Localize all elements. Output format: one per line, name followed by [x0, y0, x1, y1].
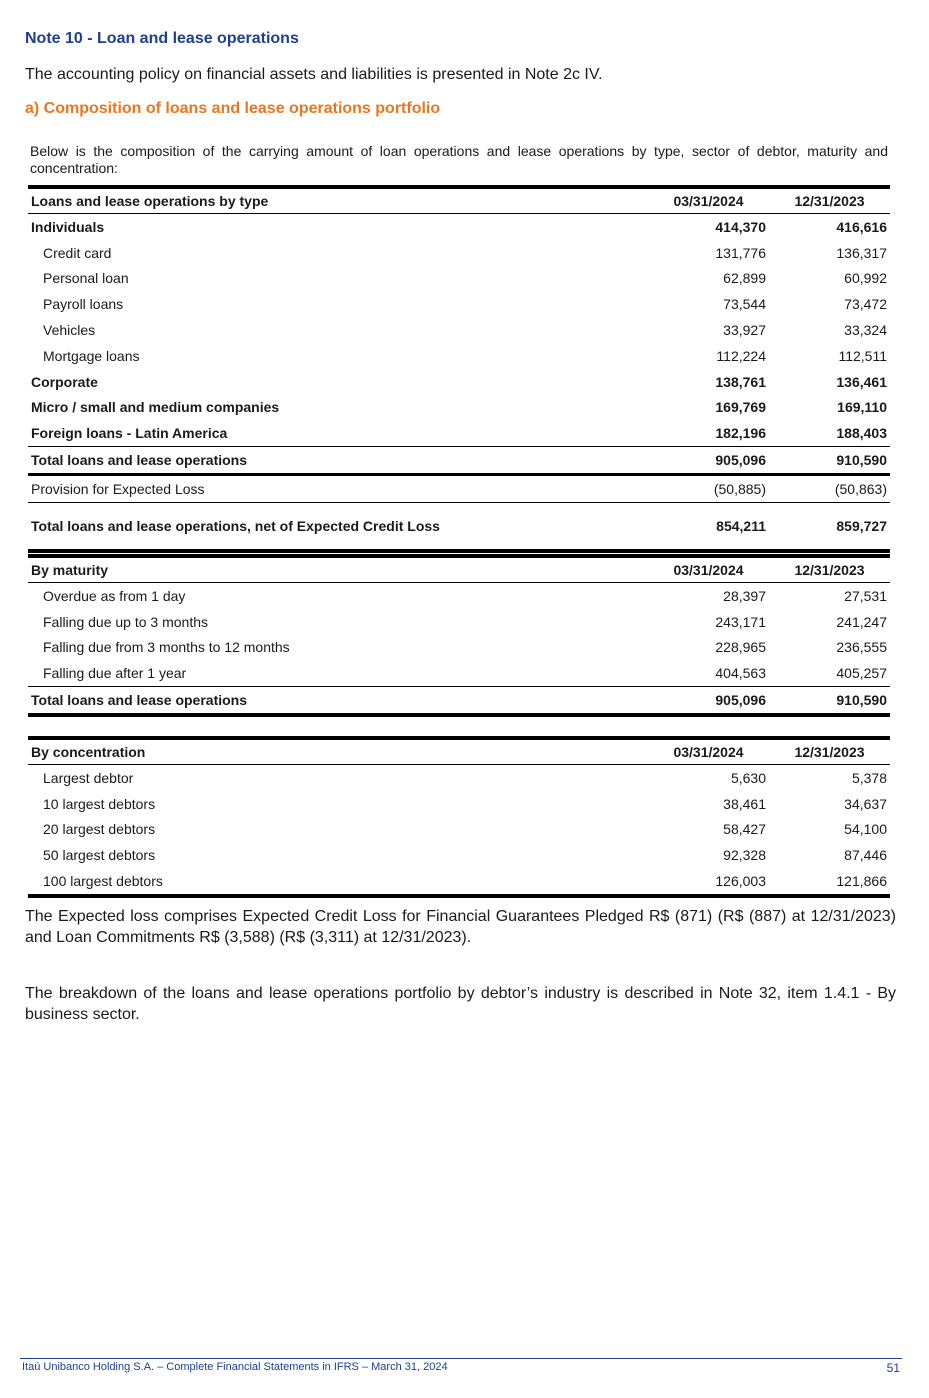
table-row — [28, 317, 890, 343]
row-value-1: (50,885) — [648, 474, 769, 502]
section-title: a) Composition of loans and lease operations portfolio — [25, 100, 441, 117]
row-value-1: 905,096 — [648, 687, 769, 715]
row-value-2: 112,511 — [838, 347, 887, 364]
row-value-2: 136,461 — [836, 373, 887, 390]
row-label: Overdue as from 1 day — [43, 587, 186, 604]
row-value-1: 112,224 — [716, 347, 766, 364]
row-value-1: 38,461 — [723, 795, 766, 812]
row-label: Mortgage loans — [43, 347, 140, 364]
row-value-2: 34,637 — [844, 795, 887, 812]
column-header-date-1: 03/31/2024 — [648, 187, 769, 214]
row-label: Largest debtor — [43, 769, 134, 786]
row-value-2: 87,446 — [844, 847, 887, 864]
intro-text: Below is the composition of the carrying amount of loan operations and lease operations by type, sector of debtor, maturity and concentration: — [30, 143, 888, 176]
table-row — [28, 369, 890, 395]
row-label: Total loans and lease operations — [28, 687, 648, 715]
table-row — [28, 240, 890, 266]
row-label: Total loans and lease operations, net of Expected Credit Loss — [31, 517, 440, 534]
policy-text: The accounting policy on financial assets and liabilities is presented in Note 2c IV. — [25, 66, 603, 83]
row-label: Individuals — [31, 218, 105, 235]
row-value-2: 136,317 — [836, 244, 887, 261]
row-label: Falling due from 3 months to 12 months — [43, 639, 290, 656]
row-label: 100 largest debtors — [43, 873, 163, 890]
column-header-label: By concentration — [28, 738, 648, 765]
row-value-2: 416,616 — [836, 218, 887, 235]
row-value-1: 58,427 — [723, 821, 766, 838]
row-label: Personal loan — [43, 270, 129, 287]
row-value-2: 236,555 — [836, 639, 887, 656]
column-header-date-1: 03/31/2024 — [648, 738, 769, 765]
row-label: Falling due after 1 year — [43, 665, 187, 682]
row-value-2: 27,531 — [844, 587, 887, 604]
table-row — [28, 660, 890, 686]
row-value-1: 5,630 — [730, 769, 766, 786]
row-label: 20 largest debtors — [43, 821, 156, 838]
loans-by-type-table — [28, 185, 890, 553]
table-row — [28, 214, 890, 240]
row-value-1: 131,776 — [715, 244, 766, 261]
table-header-row — [28, 738, 890, 765]
row-label: 10 largest debtors — [43, 795, 156, 812]
row-value-1: 33,927 — [723, 322, 766, 339]
row-value-2: 33,324 — [844, 322, 887, 339]
row-value-1: 169,769 — [715, 399, 766, 416]
row-label: Credit card — [43, 244, 112, 261]
total-row — [28, 687, 890, 715]
row-value-1: 182,196 — [715, 425, 766, 442]
row-label: Foreign loans - Latin America — [31, 425, 228, 442]
table-row — [28, 635, 890, 661]
table-header-row — [28, 187, 890, 214]
row-value-2: 121,866 — [836, 873, 887, 890]
footer-divider — [20, 1358, 902, 1359]
row-value-2: 60,992 — [844, 270, 887, 287]
row-value-2: 910,590 — [769, 447, 890, 475]
row-label: 50 largest debtors — [43, 847, 156, 864]
column-header-date-1: 03/31/2024 — [648, 556, 769, 583]
loans-by-concentration-table — [28, 736, 890, 898]
note-title: Note 10 - Loan and lease operations — [25, 30, 299, 47]
row-value-1: 28,397 — [723, 587, 766, 604]
table-row — [28, 868, 890, 896]
table-row — [28, 817, 890, 843]
row-value-1: 73,544 — [723, 296, 766, 313]
row-value-1: 854,211 — [716, 517, 766, 534]
table-row — [28, 842, 890, 868]
footer-text: Itaú Unibanco Holding S.A. – Complete Financial Statements in IFRS – March 31, 2024 — [22, 1361, 448, 1373]
column-header-date-2: 12/31/2023 — [769, 556, 890, 583]
loans-by-maturity-table — [28, 554, 890, 717]
column-header-date-2: 12/31/2023 — [769, 738, 890, 765]
row-value-1: 414,370 — [715, 218, 766, 235]
row-label: Falling due up to 3 months — [43, 613, 208, 630]
row-label: Corporate — [31, 373, 98, 390]
table-row — [28, 291, 890, 317]
table-row — [28, 343, 890, 369]
expected-loss-paragraph: The Expected loss comprises Expected Credit Loss for Financial Guarantees Pledged R$ (871) (R$ (887) at 12/31/2023) and Loan Commitments R$ (3,588) (R$ (3,311) at 12/31/2023). — [25, 908, 896, 946]
row-value-2: 405,257 — [836, 665, 887, 682]
total-row — [28, 447, 890, 475]
row-value-2: (50,863) — [769, 474, 890, 502]
page-number: 51 — [886, 1361, 900, 1375]
row-value-2: 73,472 — [844, 296, 887, 313]
row-value-1: 228,965 — [715, 639, 766, 656]
row-label: Provision for Expected Loss — [28, 474, 648, 502]
row-value-2: 54,100 — [844, 821, 887, 838]
row-value-1: 243,171 — [715, 613, 766, 630]
column-header-label: Loans and lease operations by type — [28, 187, 648, 214]
table-row — [28, 420, 890, 446]
table-row — [28, 395, 890, 421]
table-row — [28, 609, 890, 635]
row-label: Payroll loans — [43, 296, 124, 313]
row-value-2: 5,378 — [851, 769, 887, 786]
row-value-2: 910,590 — [769, 687, 890, 715]
column-header-date-2: 12/31/2023 — [769, 187, 890, 214]
row-value-1: 92,328 — [723, 847, 766, 864]
row-value-2: 169,110 — [837, 399, 887, 416]
table-row — [28, 266, 890, 292]
net-total-row — [28, 502, 890, 551]
table-row — [28, 765, 890, 791]
row-value-1: 404,563 — [715, 665, 766, 682]
row-value-1: 62,899 — [723, 270, 766, 287]
breakdown-paragraph: The breakdown of the loans and lease operations portfolio by debtor’s industry is described in Note 32, item 1.4.1 - By business sector. — [25, 985, 896, 1023]
row-label: Total loans and lease operations — [28, 447, 648, 475]
provision-row — [28, 474, 890, 502]
table-header-row — [28, 556, 890, 583]
row-label: Micro / small and medium companies — [31, 399, 280, 416]
row-value-2: 859,727 — [836, 517, 887, 534]
row-value-1: 905,096 — [648, 447, 769, 475]
row-value-1: 126,003 — [715, 873, 766, 890]
row-value-2: 241,247 — [836, 613, 887, 630]
table-row — [28, 583, 890, 609]
column-header-label: By maturity — [28, 556, 648, 583]
row-value-1: 138,761 — [715, 373, 766, 390]
row-value-2: 188,403 — [836, 425, 887, 442]
row-label: Vehicles — [43, 322, 96, 339]
table-row — [28, 791, 890, 817]
